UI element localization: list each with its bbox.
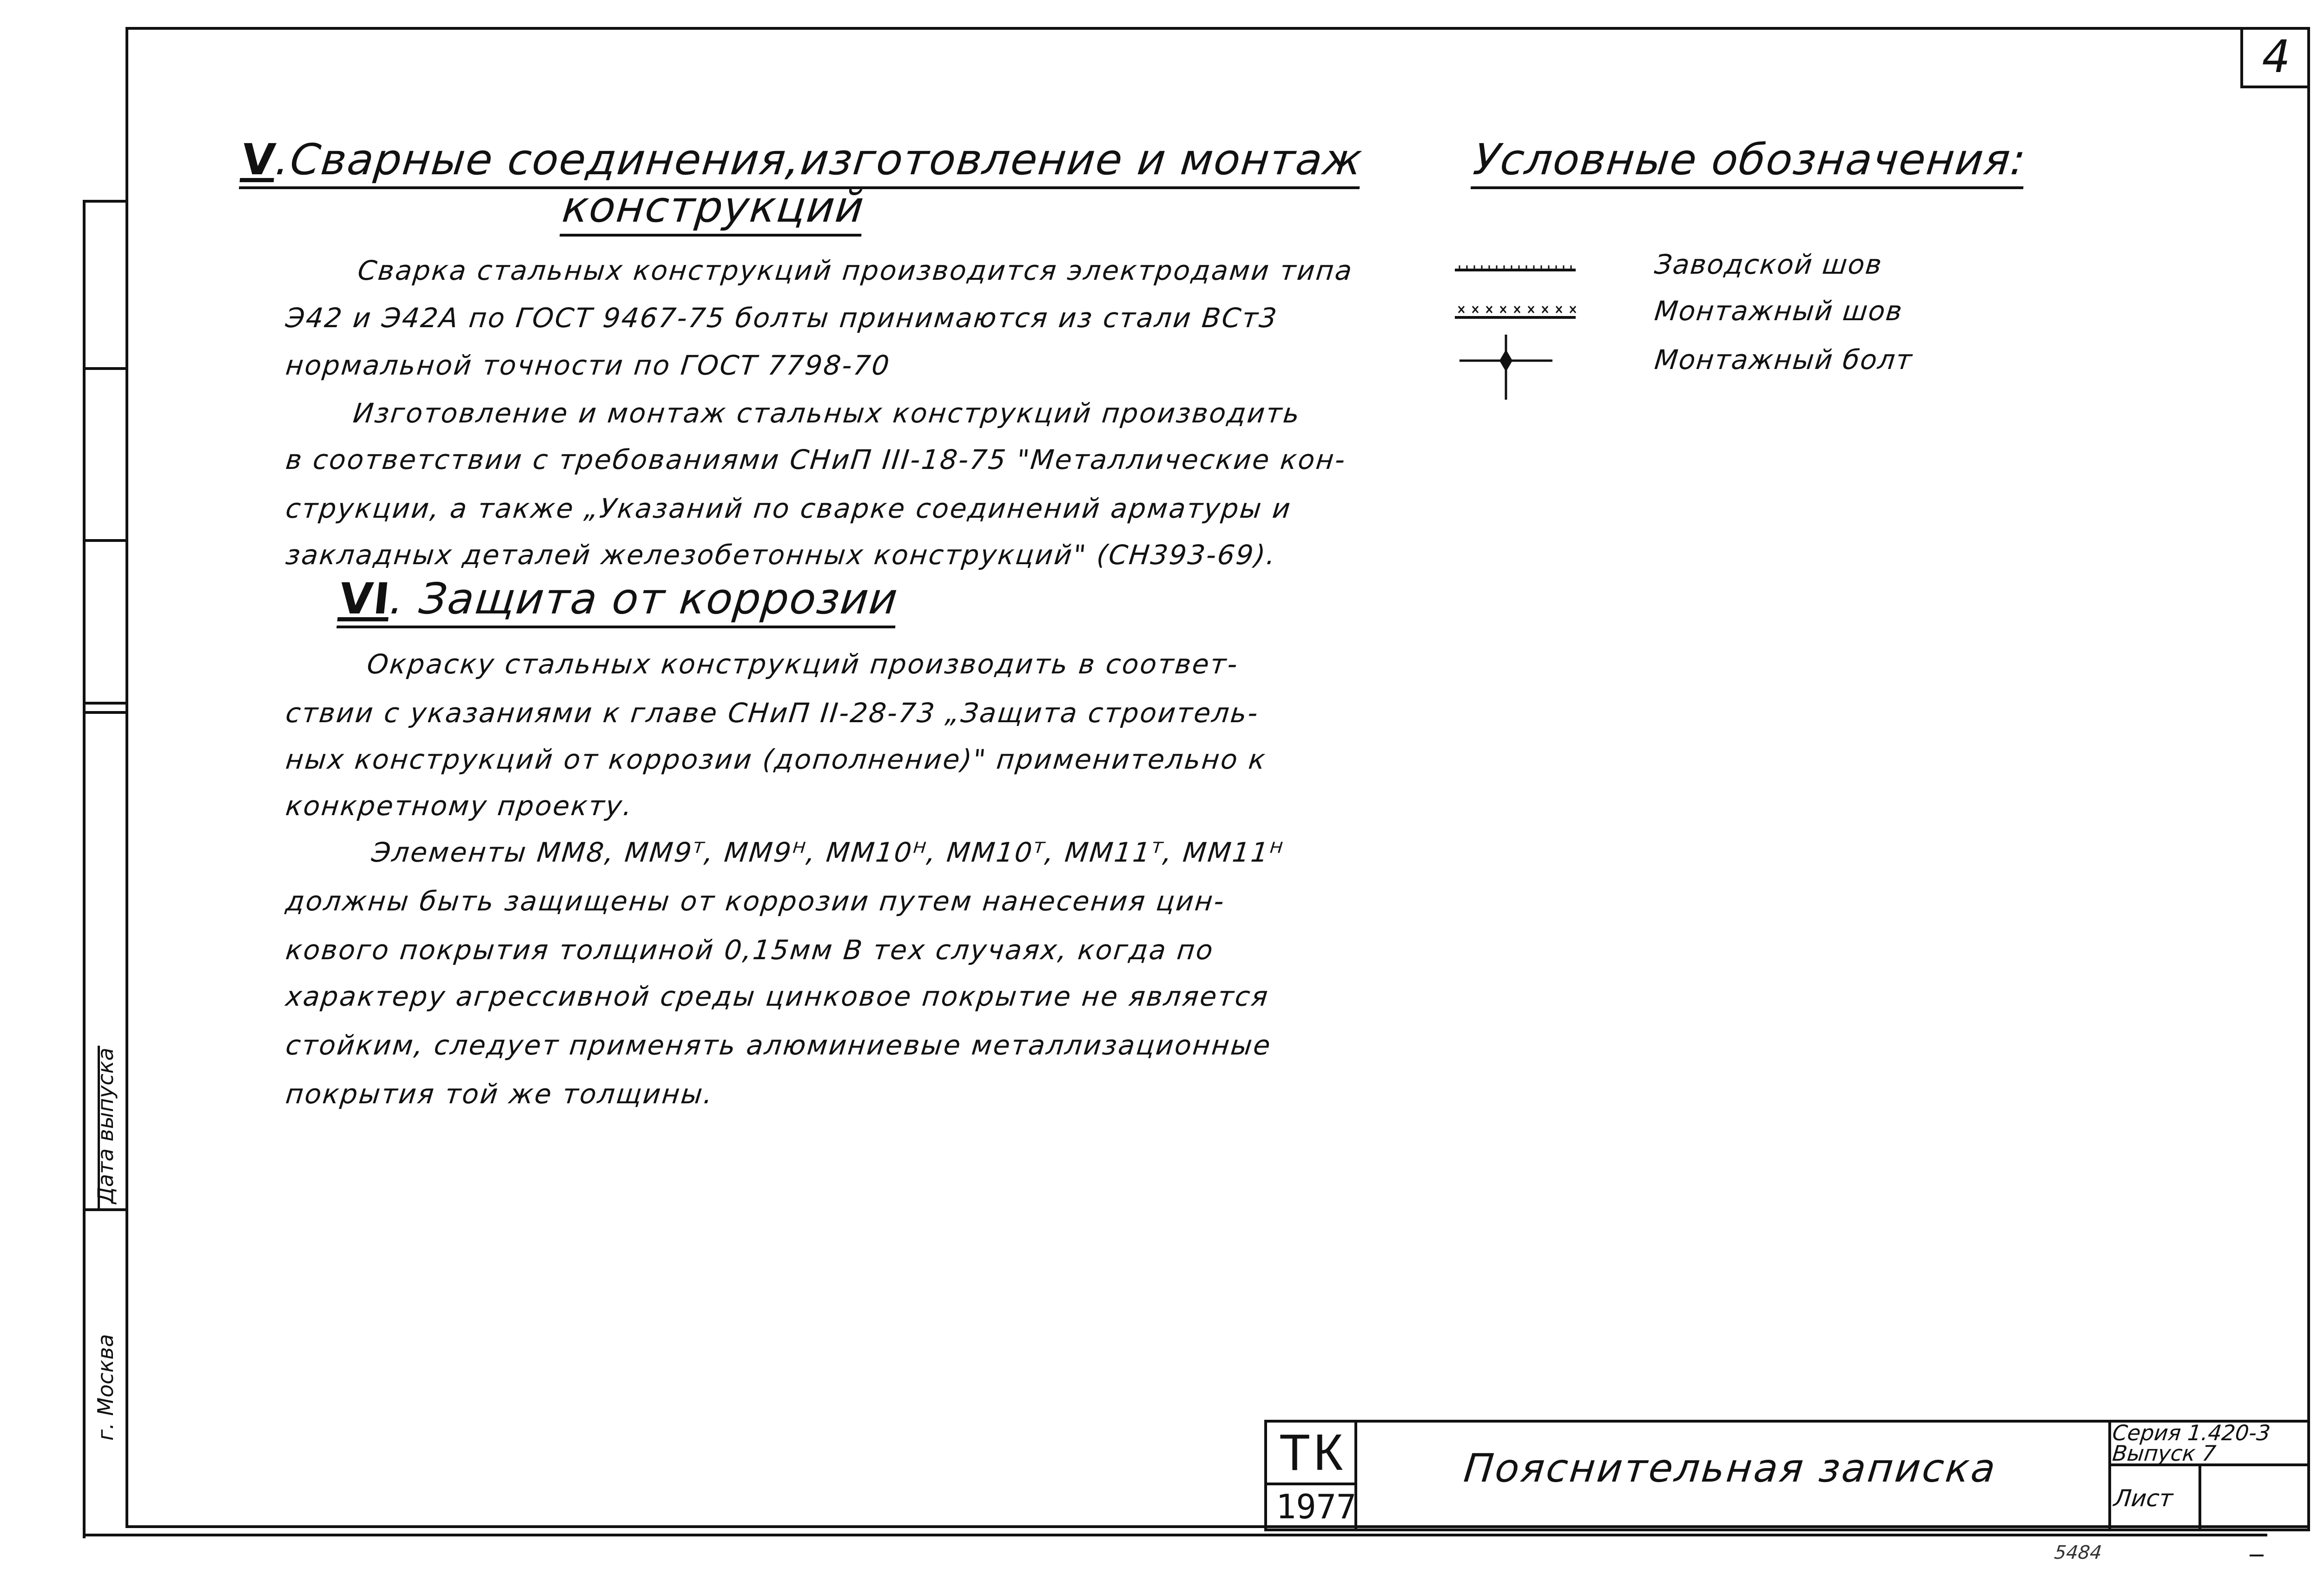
factory-weld-icon <box>1450 253 1580 277</box>
binding-tick <box>83 367 125 370</box>
city-label: г. Москва <box>93 1334 118 1441</box>
section6-heading <box>337 574 901 628</box>
title-block-doc-title: Пояснительная записка <box>1461 1445 2000 1491</box>
title-block-sheet-value-cell <box>2199 1463 2310 1531</box>
section5-line: нормальной точности по ГОСТ 7798-70 <box>284 349 892 381</box>
legend-label-site-weld: Монтажный шов <box>1653 295 1905 327</box>
section6-line: конкретному проекту. <box>284 790 635 822</box>
section6-line: ствии с указаниями к главе СНиП II-28-73 „Защита строитель- <box>284 697 1261 729</box>
title-block-year: 1977 <box>1276 1487 1357 1526</box>
section5-line: Изготовление и монтаж стальных конструкций производить <box>351 397 1302 429</box>
binding-tick <box>83 539 125 542</box>
legend-title: Условные обозначения: <box>1471 135 2029 189</box>
section6-line: кового покрытия толщиной 0,15мм В тех случаях, когда по <box>284 934 1216 966</box>
section5-heading-line2: конструкций <box>560 182 867 237</box>
binding-tick <box>83 200 125 203</box>
section5-line: струкции, а также „Указаний по сварке соединений арматуры и <box>284 493 1294 524</box>
footer-mark <box>2250 1555 2264 1556</box>
binding-margin-line <box>83 200 86 1538</box>
section5-line: Сварка стальных конструкций производится электродами типа <box>356 255 1355 286</box>
section6-roman: VI <box>337 574 393 624</box>
title-block-org: ТК <box>1279 1424 1346 1481</box>
section6-line: ных конструкций от коррозии (дополнение)" применительно к <box>284 744 1268 775</box>
site-bolt-icon <box>1455 330 1557 404</box>
section6-line: стойким, следует применять алюминиевые металлизационные <box>284 1029 1274 1061</box>
drawing-frame <box>125 27 2310 1528</box>
section5-roman: V <box>239 135 279 185</box>
bottom-extension-line <box>83 1534 2267 1536</box>
binding-tick <box>83 702 125 705</box>
legend-label-site-bolt: Монтажный болт <box>1653 344 1915 376</box>
section5-line: Э42 и Э42А по ГОСТ 9467-75 болты принимаются из стали ВСт3 <box>284 302 1280 334</box>
sheet-number: 4 <box>2240 28 2309 88</box>
footer-code: 5484 <box>2053 1542 2103 1563</box>
title-block-org-divider <box>1264 1483 1357 1485</box>
release-date-label: Дата выпуска <box>93 1048 118 1204</box>
binding-tick <box>83 711 125 714</box>
section6-line: характеру агрессивной среды цинковое покрытие не является <box>284 981 1271 1012</box>
section5-heading <box>239 135 1365 189</box>
section5-line: в соответствии с требованиями СНиП III-18-75 "Металлические кон- <box>284 444 1348 475</box>
title-block-issue: Выпуск 7 <box>2111 1441 2217 1466</box>
section6-line: Окраску стальных конструкций производить в соответ- <box>365 648 1241 680</box>
title-block-sheet-label: Лист <box>2112 1485 2174 1512</box>
section5-title-line1: .Сварные соединения,изготовление и монтаж <box>273 135 1365 185</box>
binding-tick <box>83 1208 125 1211</box>
legend-label-factory-weld: Заводской шов <box>1653 249 1884 280</box>
section6-title: . Защита от коррозии <box>388 574 901 624</box>
title-block-series: Серия 1.420-3 <box>2111 1420 2272 1445</box>
section6-line: должны быть защищены от коррозии путем нанесения цин- <box>284 885 1227 917</box>
section6-line: покрытия той же толщины. <box>284 1078 716 1110</box>
site-weld-icon <box>1450 300 1580 323</box>
section6-line: Элементы ММ8, ММ9ᵀ, ММ9ᴴ, ММ10ᴴ, ММ10ᵀ, ММ11ᵀ, ММ11ᴴ <box>370 837 1286 868</box>
section5-line: закладных деталей железобетонных конструкций" (СН393-69). <box>284 539 1278 571</box>
